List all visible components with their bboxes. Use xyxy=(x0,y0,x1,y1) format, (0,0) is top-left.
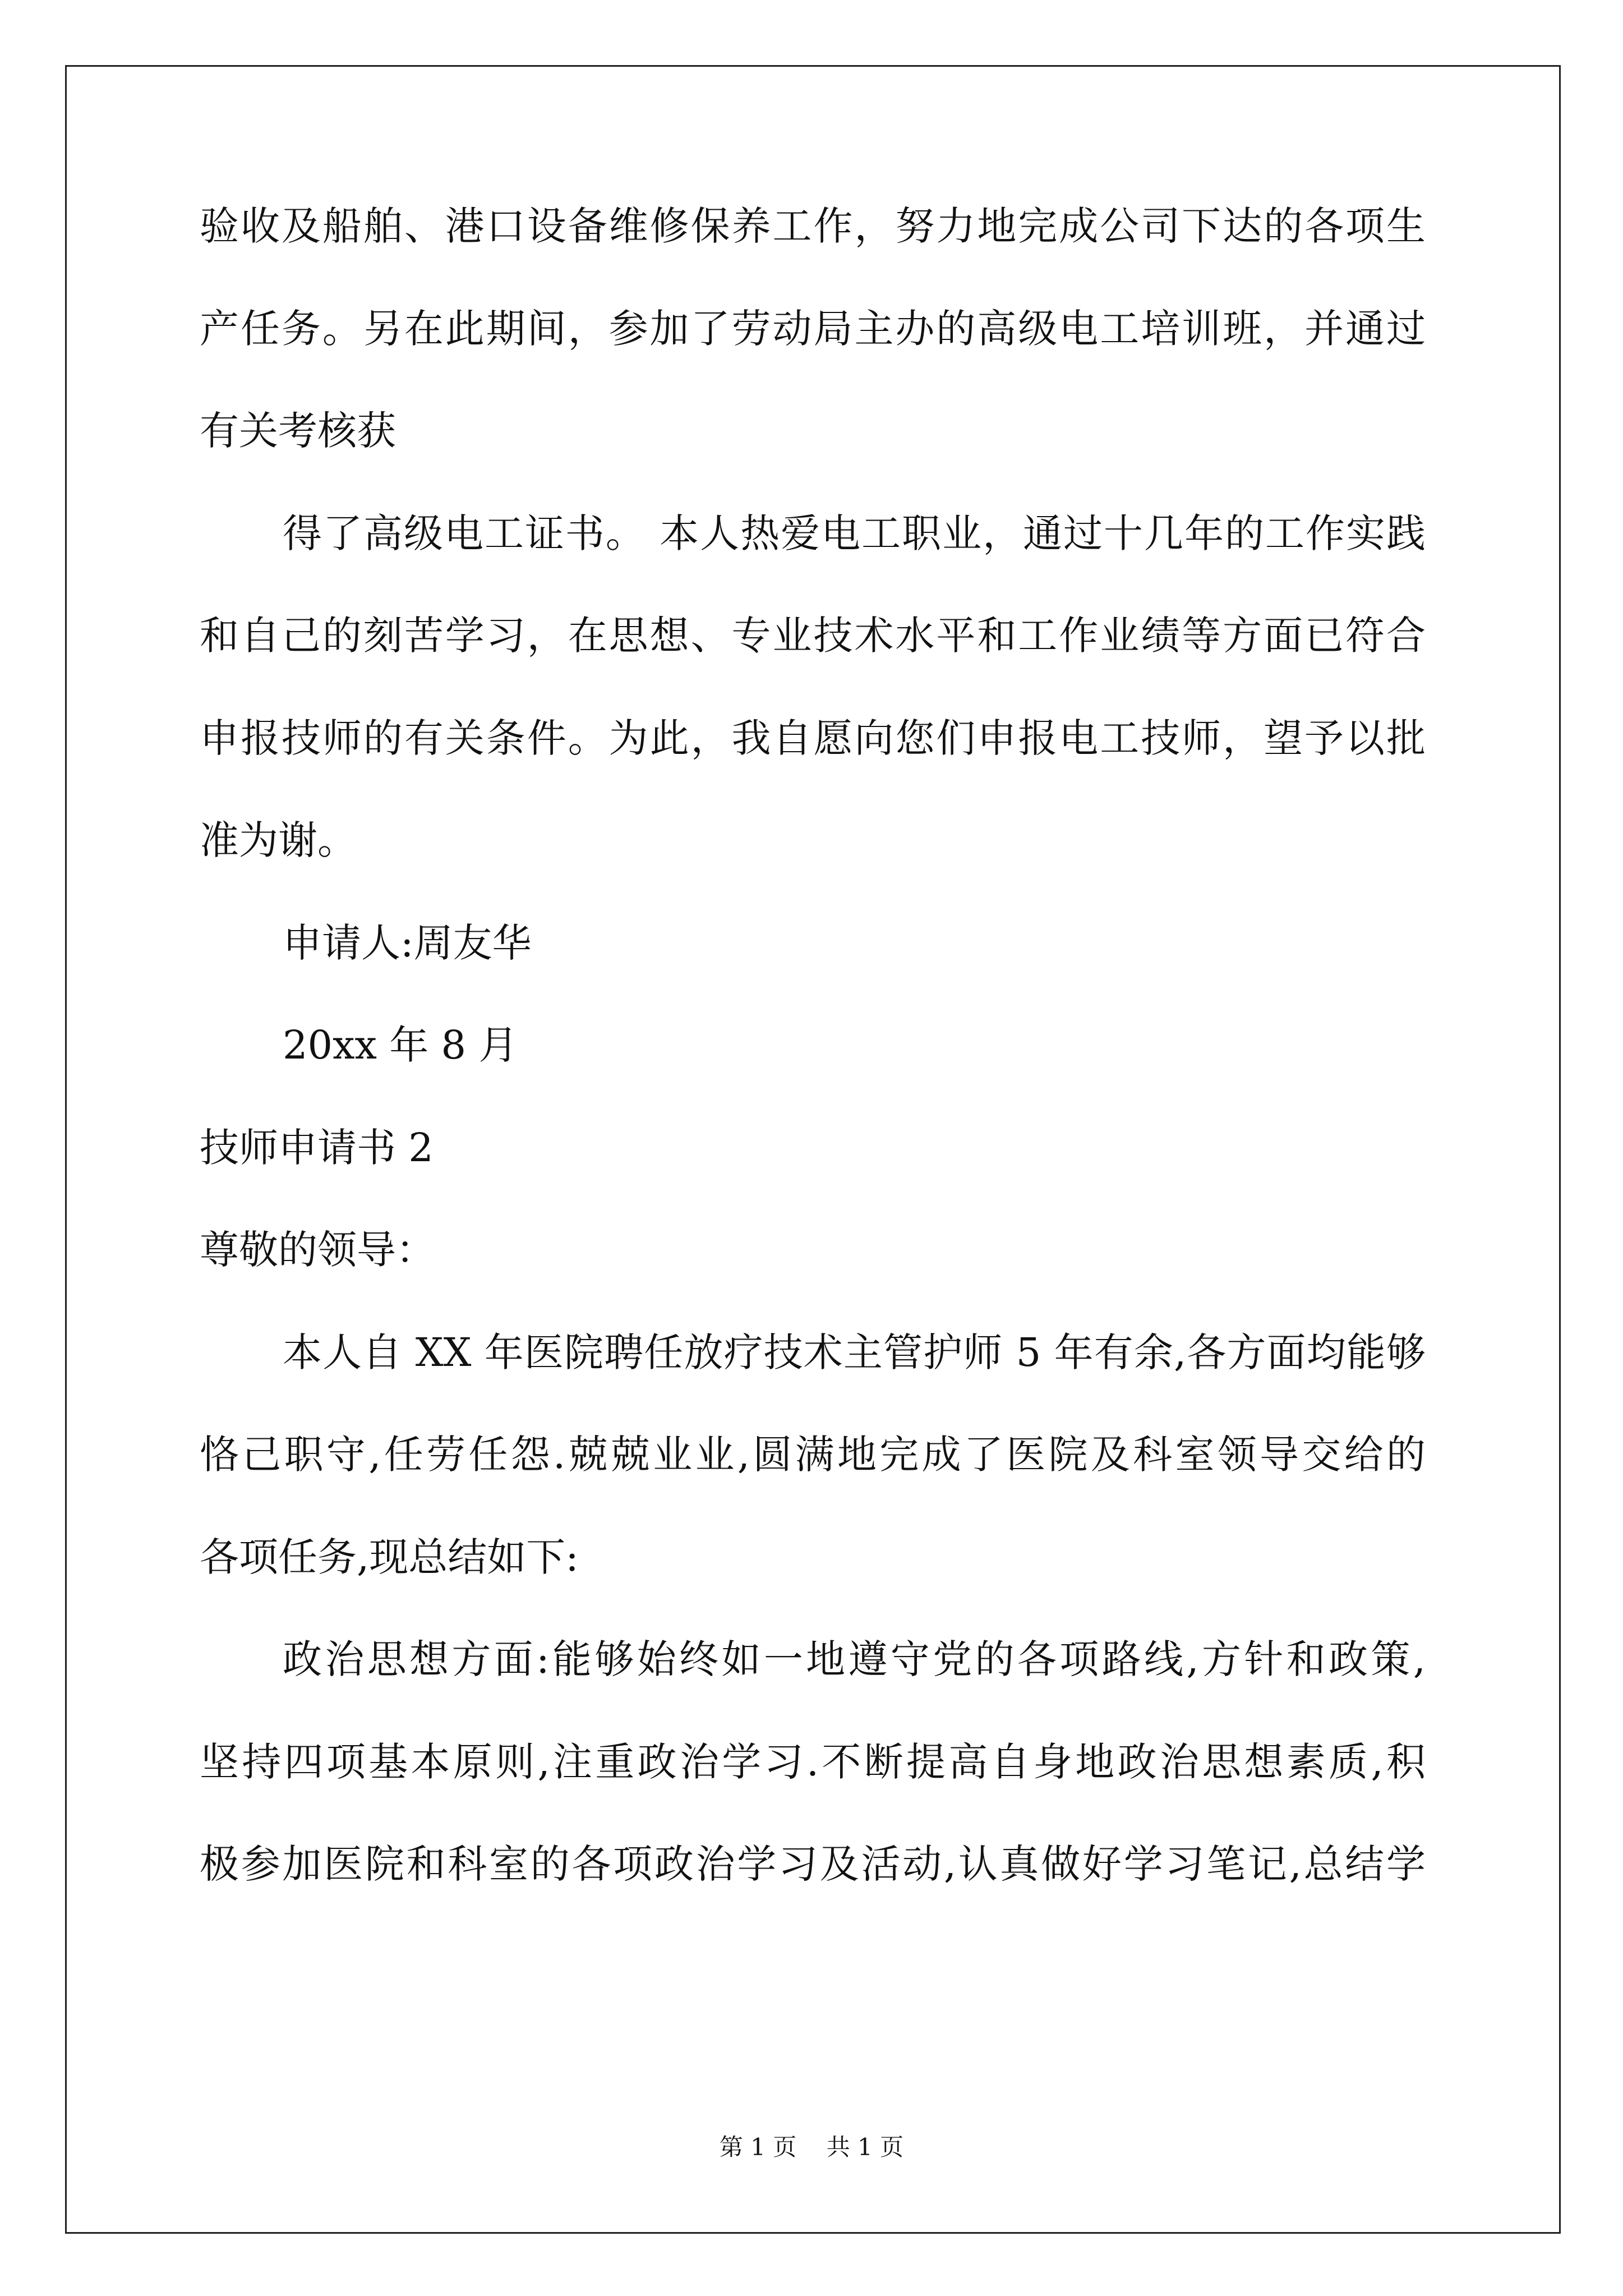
text-line-5: 和自己的刻苦学习，在思想、专业技术水平和工作业绩等方面已符合 xyxy=(200,613,1426,659)
text-line-13: 恪己职守,任劳任怨.兢兢业业,圆满地完成了医院及科室领导交给的 xyxy=(200,1432,1426,1478)
text-line-6: 申报技师的有关条件。为此，我自愿向您们申报电工技师，望予以批 xyxy=(200,715,1426,761)
salutation: 尊敬的领导： xyxy=(200,1227,435,1273)
applicant-line: 申请人:周友华 xyxy=(283,920,532,966)
text-line-14: 各项任务,现总结如下: xyxy=(200,1534,579,1580)
text-line-12: 本人自 XX 年医院聘任放疗技术主管护师 5 年有余,各方面均能够 xyxy=(283,1329,1426,1375)
section-heading: 技师申请书 2 xyxy=(200,1125,434,1171)
page-footer: 第 1 页 共 1 页 xyxy=(719,2133,904,2161)
text-line-16: 坚持四项基本原则,注重政治学习.不断提高自身地政治思想素质,积 xyxy=(200,1739,1426,1785)
text-line-3: 有关考核获 xyxy=(200,408,396,454)
date-line: 20xx 年 8 月 xyxy=(283,1022,518,1068)
text-line-4: 得了高级电工证书。 本人热爱电工职业，通过十几年的工作实践 xyxy=(283,510,1426,556)
text-line-7: 准为谢。 xyxy=(200,817,357,863)
text-line-15: 政治思想方面:能够始终如一地遵守党的各项路线,方针和政策, xyxy=(283,1636,1426,1682)
text-line-2: 产任务。另在此期间，参加了劳动局主办的高级电工培训班，并通过 xyxy=(200,306,1426,352)
text-line-1: 验收及船舶、港口设备维修保养工作，努力地完成公司下达的各项生 xyxy=(200,203,1426,249)
text-line-17: 极参加医院和科室的各项政治学习及活动,认真做好学习笔记,总结学 xyxy=(200,1841,1426,1887)
